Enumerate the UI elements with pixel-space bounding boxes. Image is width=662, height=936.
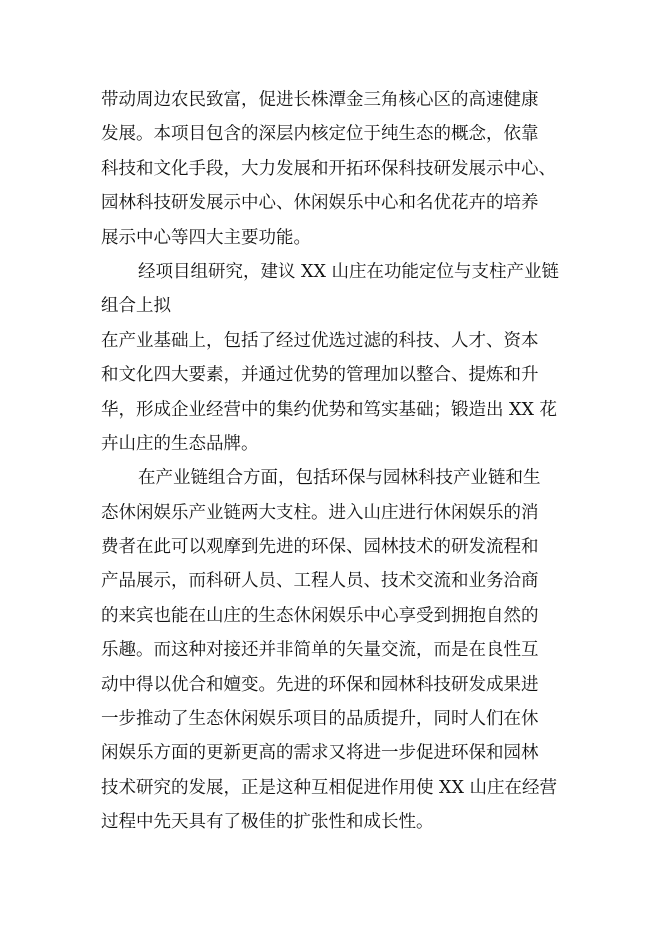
text-line: 动中得以优合和嬗变。先进的环保和园林科技研发成果进 <box>101 674 539 695</box>
text-line: 过程中先天具有了极佳的扩张性和成长性。 <box>101 812 434 833</box>
text-line: 科技和文化手段，大力发展和开拓环保科技研发展示中心、 <box>101 158 556 179</box>
text-line: 发展。本项目包含的深层内核定位于纯生态的概念，依靠 <box>101 124 539 145</box>
text-line: 一步推动了生态休闲娱乐项目的品质提升，同时人们在休 <box>101 709 539 730</box>
text-line: 带动周边农民致富，促进长株潭金三角核心区的高速健康 <box>101 90 539 110</box>
text-line: 闲娱乐方面的更新更高的需求又将进一步促进环保和园林 <box>101 743 539 764</box>
text-line: 态休闲娱乐产业链两大支柱。进入山庄进行休闲娱乐的消 <box>101 502 539 523</box>
body-text <box>101 83 571 840</box>
text-line: 技术研究的发展，正是这种互相促进作用使 XX 山庄在经营 <box>101 777 558 798</box>
text-line: 展示中心等四大主要功能。 <box>101 227 311 248</box>
text-line: 和文化四大要素，并通过优势的管理加以整合、提炼和升 <box>101 365 539 386</box>
text-line: 的来宾也能在山庄的生态休闲娱乐中心享受到拥抱自然的 <box>101 605 539 626</box>
text-line: 园林科技研发展示中心、休闲娱乐中心和名优花卉的培养 <box>101 193 539 214</box>
paragraph-first-line: 在产业链组合方面，包括环保与园林科技产业链和生 <box>138 468 541 489</box>
text-line: 费者在此可以观摩到先进的环保、园林技术的研发流程和 <box>101 537 539 558</box>
text-line: 产品展示，而科研人员、工程人员、技术交流和业务洽商 <box>101 571 539 592</box>
paragraph-first-line: 经项目组研究，建议 XX 山庄在功能定位与支柱产业链 <box>138 261 560 282</box>
text-line: 华，形成企业经营中的集约优势和笃实基础；锻造出 XX 花 <box>101 399 558 420</box>
text-line: 在产业基础上，包括了经过优选过滤的科技、人才、资本 <box>101 330 539 351</box>
text-line: 卉山庄的生态品牌。 <box>101 433 259 454</box>
text-line: 乐趣。而这种对接还并非简单的矢量交流，而是在良性互 <box>101 640 539 661</box>
text-line: 组合上拟 <box>101 296 171 317</box>
